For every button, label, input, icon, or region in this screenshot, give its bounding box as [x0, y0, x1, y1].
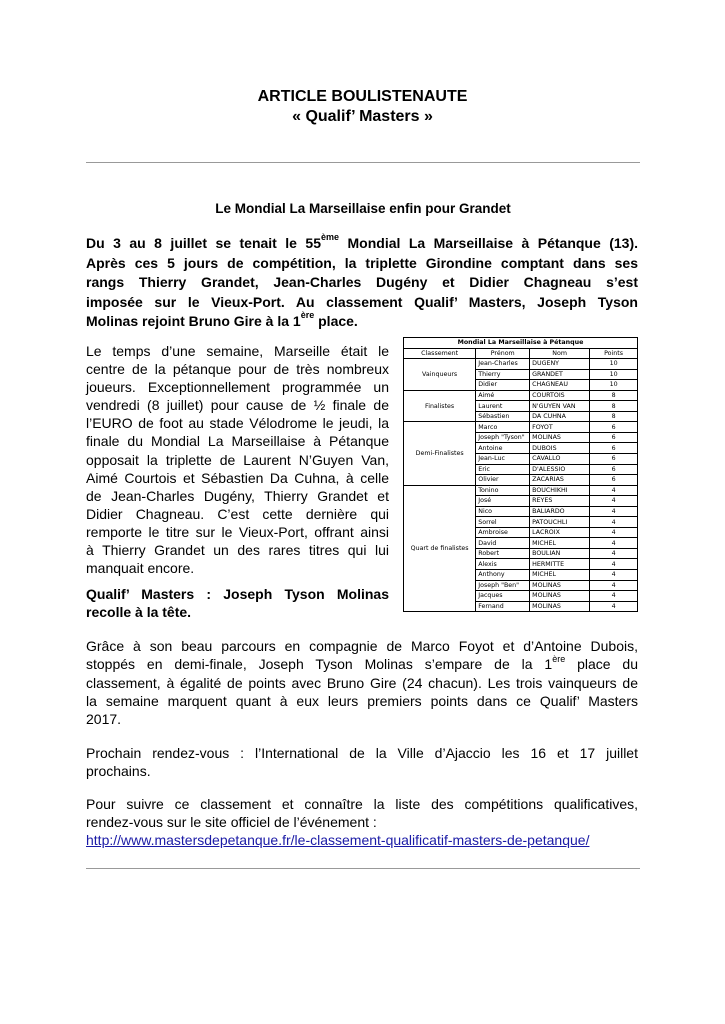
official-site-link[interactable]: http://www.mastersdepetanque.fr/le-classement-qualificatif-masters-de-petanque/ [86, 832, 590, 848]
text-segment: Qualif’ Masters : Joseph Tyson Molinas [86, 586, 389, 602]
points-cell: 4 [590, 517, 638, 528]
text-segment: 2017. [86, 711, 122, 728]
text-segment: Du 3 au 8 juillet se tenait le 55 [86, 235, 322, 251]
superscript: ème [321, 232, 340, 243]
first-name-cell: Robert [476, 548, 530, 559]
superscript: ère [552, 653, 566, 664]
table-row [404, 422, 638, 433]
bottom-divider [86, 868, 640, 869]
group-label: Finalistes [404, 390, 476, 422]
points-cell: 4 [590, 548, 638, 559]
text-line [86, 541, 389, 559]
first-name-cell: Sorrel [476, 517, 530, 528]
group-label: Demi-Finalistes [404, 422, 476, 485]
text-line [86, 234, 638, 254]
text-line [86, 655, 638, 673]
page-subtitle: « Qualif’ Masters » [292, 108, 433, 125]
last-name-cell: MICHEL [530, 570, 590, 581]
points-cell: 4 [590, 506, 638, 517]
table-caption: Mondial La Marseillaise à Pétanque [404, 338, 638, 349]
text-line [86, 273, 638, 293]
text-line [86, 795, 638, 813]
page-title: ARTICLE BOULISTENAUTE [257, 88, 468, 105]
points-cell: 4 [590, 580, 638, 591]
last-name-cell: BOULIAN [530, 548, 590, 559]
points-cell: 4 [590, 601, 638, 612]
points-cell: 6 [590, 454, 638, 465]
last-name-cell: MICHEL [530, 538, 590, 549]
text-segment: manquait encore. [86, 560, 195, 577]
text-segment: prochains. [86, 763, 151, 780]
text-line [86, 813, 638, 831]
text-line [86, 637, 638, 655]
text-segment: vendredi (8 juillet) pour cause de ½ finale de [86, 397, 389, 414]
points-cell: 6 [590, 475, 638, 486]
table-row [404, 390, 638, 401]
text-line [86, 559, 389, 577]
points-cell: 10 [590, 359, 638, 370]
official-site-link-row [86, 831, 638, 849]
table-row [404, 485, 638, 496]
text-segment: Aimé Courtois et Sébastien Da Cuhna, à celle [86, 469, 389, 486]
first-name-cell: Didier [476, 380, 530, 391]
first-name-cell: Ambroise [476, 527, 530, 538]
paragraph-ranking [86, 637, 638, 728]
points-cell: 6 [590, 464, 638, 475]
text-segment: Le temps d’une semaine, Marseille était le [86, 343, 389, 359]
text-line [86, 360, 389, 378]
first-name-cell: Joseph "Tyson" [476, 432, 530, 443]
points-cell: 10 [590, 380, 638, 391]
body-column-text [86, 342, 389, 577]
table-header-cell: Nom [530, 348, 590, 359]
table-header-cell: Points [590, 348, 638, 359]
first-name-cell: Anthony [476, 570, 530, 581]
table-header-cell: Prénom [476, 348, 530, 359]
text-segment: à Thierry Grandet un des rares titres qui lui [86, 542, 389, 559]
text-line [86, 505, 389, 523]
text-segment: la semaine marquent quant à eux leurs premiers points dans ce Qualif’ Masters [86, 692, 638, 709]
last-name-cell: DUBOIS [530, 443, 590, 454]
last-name-cell: LACROIX [530, 527, 590, 538]
last-name-cell: MOLINAS [530, 601, 590, 612]
points-cell: 4 [590, 496, 638, 507]
text-segment: opposait la triplette de Laurent N’Guyen Van, [86, 451, 389, 468]
first-name-cell: Sébastien [476, 411, 530, 422]
text-line [86, 585, 389, 603]
text-line [86, 378, 389, 396]
text-line [86, 710, 638, 728]
last-name-cell: ZACARIAS [530, 475, 590, 486]
first-name-cell: Antoine [476, 443, 530, 454]
points-cell: 8 [590, 401, 638, 412]
section-heading [86, 585, 389, 621]
text-segment: Prochain rendez-vous : l’International de la Ville d’Ajaccio les 16 et 17 juillet [86, 745, 638, 761]
last-name-cell: DA CUHNA [530, 411, 590, 422]
last-name-cell: HERMITTE [530, 559, 590, 570]
text-line [86, 762, 638, 780]
table-row [404, 359, 638, 370]
points-cell: 4 [590, 527, 638, 538]
lead-paragraph [86, 234, 638, 332]
text-segment: remporte le titre sur le Vieux-Port, offrant ainsi [86, 523, 389, 540]
first-name-cell: Joseph "Ben" [476, 580, 530, 591]
text-line [86, 414, 389, 432]
last-name-cell: N'GUYEN VAN [530, 401, 590, 412]
first-name-cell: Olivier [476, 475, 530, 486]
last-name-cell: MOLINAS [530, 580, 590, 591]
first-name-cell: José [476, 496, 530, 507]
first-name-cell: Fernand [476, 601, 530, 612]
last-name-cell: CAVALLO [530, 454, 590, 465]
first-name-cell: Marco [476, 422, 530, 433]
text-line [86, 254, 638, 274]
points-cell: 6 [590, 432, 638, 443]
text-segment: rangs Thierry Grandet, Jean-Charles Dugény et Didier Chagneau s’est [86, 274, 638, 290]
text-segment: finale du Mondial La Marseillaise à Pétanque [86, 433, 389, 450]
first-name-cell: Nico [476, 506, 530, 517]
text-line [86, 674, 638, 692]
text-line [86, 342, 389, 360]
points-cell: 8 [590, 411, 638, 422]
text-segment: classement, à égalité de points avec Bruno Gire (24 chacun). Les trois vainqueurs de [86, 674, 638, 691]
first-name-cell: Eric [476, 464, 530, 475]
text-line [86, 451, 389, 469]
first-name-cell: Jean-Luc [476, 454, 530, 465]
text-segment: centre de la pétanque pour de très nombreux [86, 361, 389, 378]
paragraph-follow [86, 795, 638, 832]
text-segment: imposée sur le Vieux-Port. Au classement Qualif’ Masters, Joseph Tyson [86, 293, 638, 310]
last-name-cell: DUGENY [530, 359, 590, 370]
first-name-cell: Jean-Charles [476, 359, 530, 370]
points-cell: 6 [590, 443, 638, 454]
results-table [403, 337, 638, 612]
text-segment: l’EURO de foot au stade Vélodrome le jeudi, la [86, 415, 389, 432]
last-name-cell: GRANDET [530, 369, 590, 380]
first-name-cell: Alexis [476, 559, 530, 570]
points-cell: 4 [590, 485, 638, 496]
text-line [86, 603, 389, 621]
text-segment: Pour suivre ce classement et connaître la liste des compétitions qualificatives, [86, 796, 638, 812]
first-name-cell: Laurent [476, 401, 530, 412]
first-name-cell: David [476, 538, 530, 549]
text-line [86, 293, 638, 313]
text-segment: place du [565, 656, 638, 673]
first-name-cell: Aimé [476, 390, 530, 401]
points-cell: 4 [590, 559, 638, 570]
article-heading: Le Mondial La Marseillaise enfin pour Grandet [215, 201, 511, 216]
paragraph-next-event [86, 744, 638, 781]
text-line [86, 469, 389, 487]
points-cell: 4 [590, 570, 638, 581]
text-line [86, 523, 389, 541]
text-segment: place. [314, 313, 358, 329]
top-divider [86, 162, 640, 163]
last-name-cell: BOUCHIKHI [530, 485, 590, 496]
last-name-cell: MOLINAS [530, 591, 590, 602]
points-cell: 10 [590, 369, 638, 380]
text-line [86, 692, 638, 710]
superscript: ère [300, 310, 315, 321]
text-segment: recolle à la tête. [86, 604, 192, 621]
points-cell: 4 [590, 538, 638, 549]
last-name-cell: CHAGNEAU [530, 380, 590, 391]
text-segment: de Jean-Charles Dugény, Thierry Grandet et [86, 487, 389, 504]
last-name-cell: COURTOIS [530, 390, 590, 401]
text-line [86, 432, 389, 450]
points-cell: 8 [590, 390, 638, 401]
text-segment: stoppés en demi-finale, Joseph Tyson Molinas s’empare de la 1 [86, 656, 553, 673]
text-segment: Grâce à son beau parcours en compagnie de Marco Foyot et d’Antoine Dubois, [86, 638, 638, 654]
text-line [86, 487, 389, 505]
group-label: Quart de finalistes [404, 485, 476, 612]
points-cell: 4 [590, 591, 638, 602]
text-segment: Molinas rejoint Bruno Gire à la 1 [86, 313, 301, 329]
last-name-cell: D'ALESSIO [530, 464, 590, 475]
text-line [86, 396, 389, 414]
group-label: Vainqueurs [404, 359, 476, 391]
text-line [86, 312, 638, 332]
text-segment: Didier Chagneau. C’est cette dernière qui [86, 505, 389, 522]
text-line [86, 744, 638, 762]
first-name-cell: Thierry [476, 369, 530, 380]
last-name-cell: BALIARDO [530, 506, 590, 517]
last-name-cell: PATOUCHLI [530, 517, 590, 528]
first-name-cell: Jacques [476, 591, 530, 602]
last-name-cell: REYES [530, 496, 590, 507]
first-name-cell: Tonino [476, 485, 530, 496]
text-segment: joueurs. Exceptionnellement programmée un [86, 379, 389, 396]
text-segment: Mondial La Marseillaise à Pétanque (13). [339, 235, 639, 251]
table-header-cell: Classement [404, 348, 476, 359]
last-name-cell: MOLINAS [530, 432, 590, 443]
points-cell: 6 [590, 422, 638, 433]
text-segment: Après ces 5 jours de compétition, la triplette Girondine comptant dans ses [86, 254, 638, 271]
text-segment: rendez-vous sur le site officiel de l’événement : [86, 814, 377, 831]
last-name-cell: FOYOT [530, 422, 590, 433]
